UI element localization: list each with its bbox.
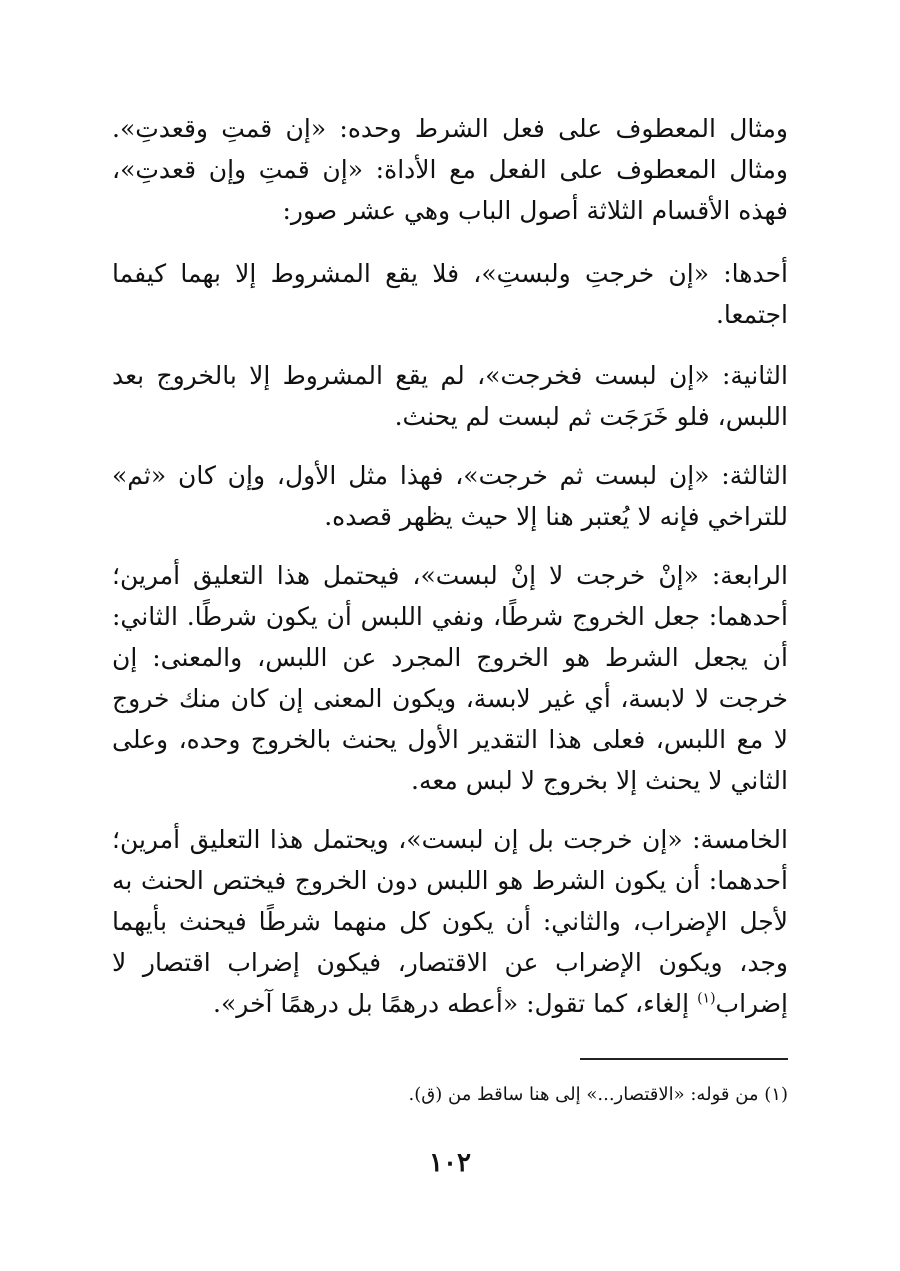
paragraph-intro: ومثال المعطوف على فعل الشرط وحده: «إن قمتِ وقعدتِ». ومثال المعطوف على الفعل مع الأداة: «إن قمتِ وإن قعدتِ»، فهذه الأقسام الثلاثة أصول الباب وهي عشر صور: [112, 114, 788, 225]
paragraph-third-form: الثالثة: «إن لبست ثم خرجت»، فهذا مثل الأول، وإن كان «ثم» للتراخي فإنه لا يُعتبر هنا إلا حيث يظهر قصده. [112, 461, 788, 531]
page-body [112, 108, 788, 1042]
paragraph-fifth-ending: إلغاء، كما تقول: «أعطه درهمًا بل درهمًا آخر». [213, 989, 698, 1018]
paragraph-fifth-text: الخامسة: «إن خرجت بل إن لبست»، ويحتمل هذا التعليق أمرين؛ أحدهما: أن يكون الشرط هو اللبس دون الخروج فيختص الحنث به لأجل الإضراب، والثاني: أن يكون كل منهما شرطًا فيحنث بأيهما وجد، ويكون الإضراب عن الاقتصار، فيكون إضراب اقتصار لا إضراب [112, 825, 788, 1018]
footnote-divider [580, 1058, 788, 1060]
footnote-text: (١) من قوله: «الاقتصار...» إلى هنا ساقط من (ق). [408, 1084, 788, 1105]
footnote-marker: (١) [697, 990, 716, 1007]
paragraph-fifth-form [112, 819, 788, 1024]
paragraph-first-form: أحدها: «إن خرجتِ ولبستِ»، فلا يقع المشروط إلا بهما كيفما اجتمعا. [112, 259, 788, 329]
paragraph-fourth-form: الرابعة: «إنْ خرجت لا إنْ لبست»، فيحتمل هذا التعليق أمرين؛ أحدهما: جعل الخروج شرطًا، ونفي اللبس أن يكون شرطًا. الثاني: أن يجعل الشرط هو الخروج المجرد عن اللبس، والمعنى: إن خرجت لا لابسة، أي غير لابسة، ويكون المعنى إن كان منك خروج لا مع اللبس، فعلى هذا التقدير الأول يحنث بالخروج وحده، وعلى الثاني لا يحنث إلا بخروج لا لبس معه. [112, 561, 788, 795]
page-number: ١٠٢ [429, 1148, 471, 1178]
paragraph-second-form: الثانية: «إن لبست فخرجت»، لم يقع المشروط إلا بالخروج بعد اللبس، فلو خَرَجَت ثم لبست لم يحنث. [112, 361, 788, 431]
